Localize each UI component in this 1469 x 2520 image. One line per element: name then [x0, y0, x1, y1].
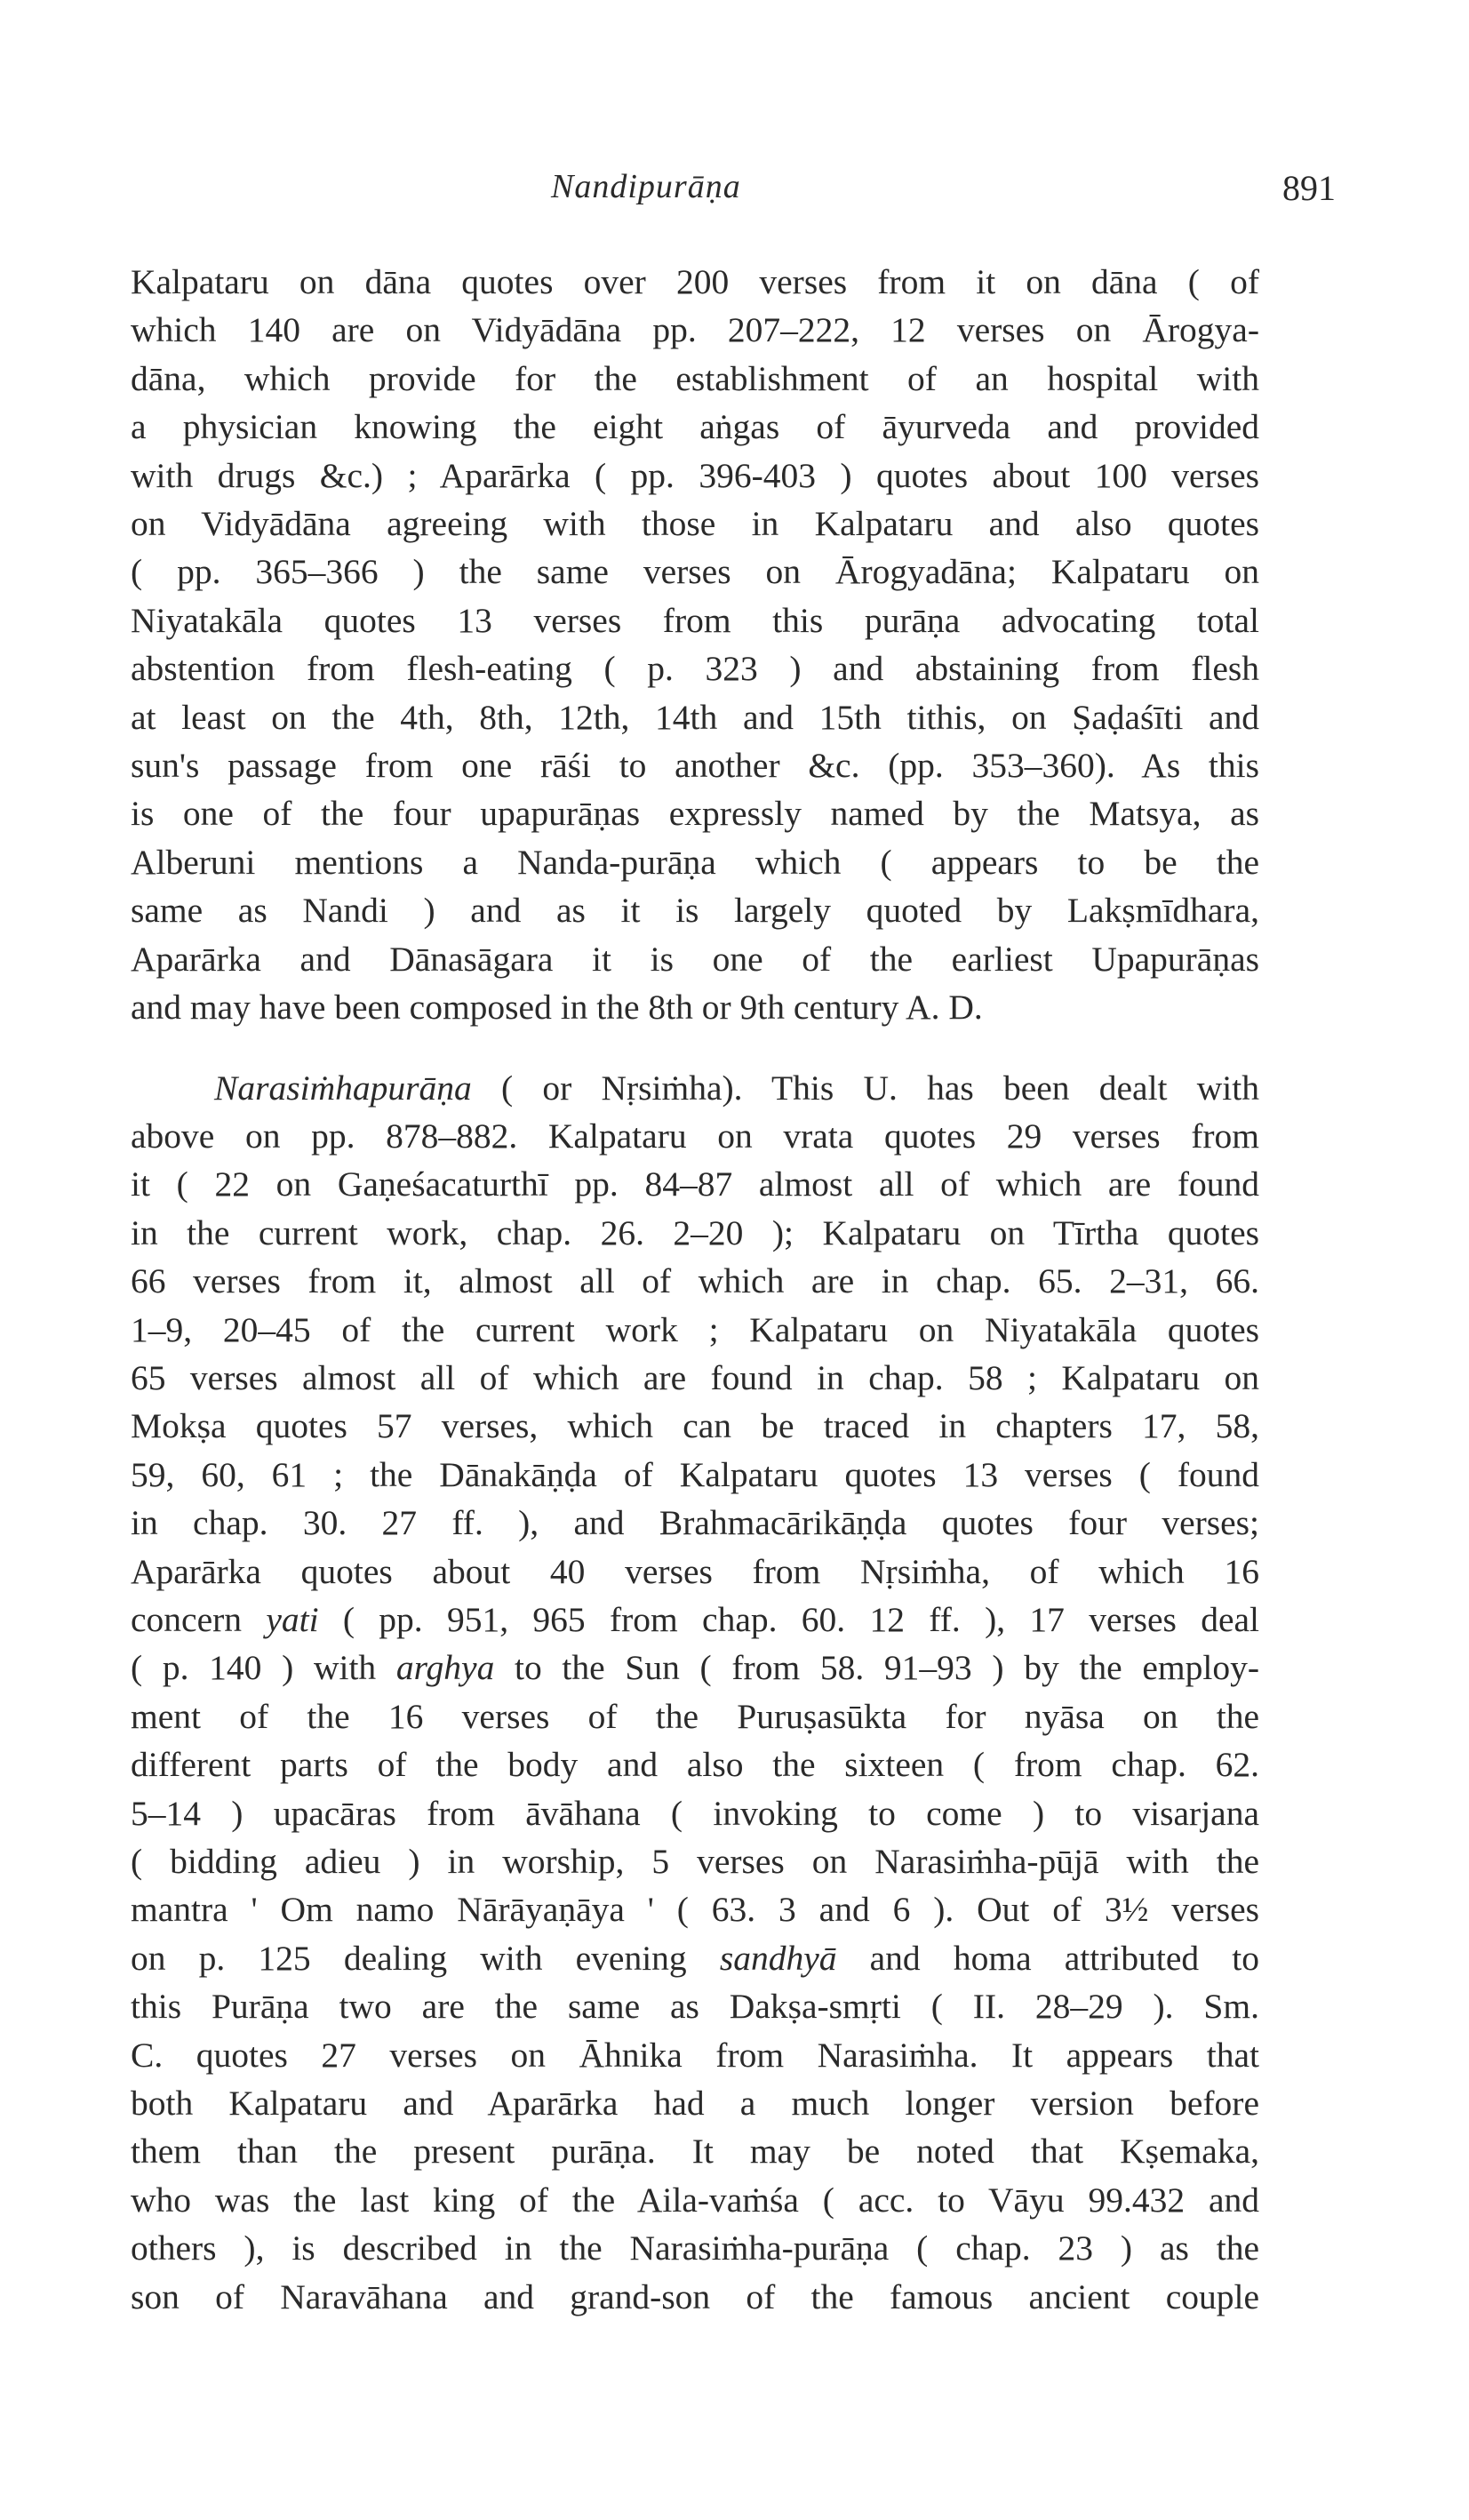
text-line: 59, 60, 61 ; the Dānakāṇḍa of Kalpataru quotes 13 verses ( found [131, 1454, 1259, 1494]
line-segment: on p. 125 dealing with evening [131, 1938, 720, 1978]
text-line: and may have been composed in the 8th or 9th century A. D. [131, 988, 983, 1028]
text-line [131, 1934, 1259, 1982]
text-line [131, 1064, 1259, 1112]
text-line: Aparārka quotes about 40 verses from Nṛsiṁha, of which 16 [131, 1551, 1259, 1591]
text-line: this Purāṇa two are the same as Dakṣa-smṛti ( II. 28–29 ). Sm. [131, 1987, 1259, 2027]
italic-term: arghya [395, 1648, 495, 1688]
body-text [131, 258, 1259, 2321]
text-line: sun's passage from one rāśi to another &c. (pp. 353–360). As this [131, 746, 1259, 786]
text-line [131, 1644, 1259, 1692]
text-line: Alberuni mentions a Nanda-purāṇa which ( appears to be the [131, 842, 1259, 882]
running-header [0, 167, 1469, 220]
text-line: 5–14 ) upacāras from āvāhana ( invoking to come ) to visarjana [131, 1793, 1259, 1833]
line-segment: concern [131, 1599, 267, 1639]
text-line: same as Nandi ) and as it is largely quoted by Lakṣmīdhara, [131, 891, 1259, 931]
text-line: a physician knowing the eight aṅgas of āyurveda and provided [131, 407, 1259, 447]
text-line: abstention from flesh-eating ( p. 323 ) and abstaining from flesh [131, 649, 1259, 689]
line-segment: ( pp. 951, 965 from chap. 60. 12 ff. ), 17 verses deal [318, 1599, 1260, 1639]
text-line: Aparārka and Dānasāgara it is one of the earliest Upapurāṇas [131, 939, 1259, 979]
italic-term: yati [266, 1599, 319, 1639]
text-line: son of Naravāhana and grand-son of the famous ancient couple [131, 2276, 1259, 2316]
text-line: which 140 are on Vidyādāna pp. 207–222, 12 verses on Ārogya- [131, 310, 1259, 350]
text-line: 65 verses almost all of which are found in chap. 58 ; Kalpataru on [131, 1357, 1259, 1397]
page-number: 891 [1282, 168, 1336, 208]
text-line: Niyatakāla quotes 13 verses from this purāṇa advocating total [131, 600, 1259, 640]
text-line: dāna, which provide for the establishment of an hospital with [131, 358, 1259, 398]
text-line: in chap. 30. 27 ff. ), and Brahmacārikāṇḍa quotes four verses; [131, 1503, 1259, 1543]
text-line: on Vidyādāna agreeing with those in Kalpataru and also quotes [131, 504, 1259, 544]
text-line: different parts of the body and also the sixteen ( from chap. 62. [131, 1745, 1259, 1785]
text-line: in the current work, chap. 26. 2–20 ); Kalpataru on Tīrtha quotes [131, 1212, 1259, 1252]
line-segment: ( p. 140 ) with [131, 1648, 396, 1688]
text-line: ( pp. 365–366 ) the same verses on Ārogyadāna; Kalpataru on [131, 552, 1259, 592]
running-title: Nandipurāṇa [551, 168, 741, 205]
text-line: ( bidding adieu ) in worship, 5 verses on Narasiṁha-pūjā with the [131, 1842, 1259, 1881]
text-line: 66 verses from it, almost all of which are in chap. 65. 2–31, 66. [131, 1261, 1259, 1301]
text-line: others ), is described in the Narasiṁha-purāṇa ( chap. 23 ) as the [131, 2228, 1259, 2268]
text-line [131, 1596, 1259, 1644]
text-line: with drugs &c.) ; Aparārka ( pp. 396-403 ) quotes about 100 verses [131, 455, 1259, 495]
text-line: at least on the 4th, 8th, 12th, 14th and 15th tithis, on Ṣaḍaśīti and [131, 697, 1259, 737]
text-line: it ( 22 on Gaṇeśacaturthī pp. 84–87 almost all of which are found [131, 1164, 1259, 1204]
text-line: ment of the 16 verses of the Puruṣasūkta for nyāsa on the [131, 1696, 1259, 1736]
text-line: Kalpataru on dāna quotes over 200 verses from it on dāna ( of [131, 262, 1259, 301]
text-line: who was the last king of the Aila-vaṁśa ( acc. to Vāyu 99.432 and [131, 2180, 1259, 2220]
paragraph-narasimhapurana [131, 1064, 1259, 2322]
text-line: C. quotes 27 verses on Āhnika from Narasiṁha. It appears that [131, 2035, 1259, 2075]
text-line: Mokṣa quotes 57 verses, which can be traced in chapters 17, 58, [131, 1406, 1259, 1446]
text-line: is one of the four upapurāṇas expressly named by the Matsya, as [131, 794, 1259, 834]
line-segment: to the Sun ( from 58. 91–93 ) by the employ- [494, 1648, 1259, 1688]
text-line: 1–9, 20–45 of the current work ; Kalpataru on Niyatakāla quotes [131, 1309, 1259, 1349]
italic-term: sandhyā [719, 1938, 837, 1978]
line-segment: and homa attributed to [836, 1938, 1259, 1978]
italic-term: Narasiṁhapurāṇa [214, 1068, 472, 1108]
paragraph-nandipurana [131, 258, 1259, 1032]
text-line: both Kalpataru and Aparārka had a much longer version before [131, 2084, 1259, 2124]
text-line: above on pp. 878–882. Kalpataru on vrata quotes 29 verses from [131, 1116, 1259, 1156]
text-line: mantra ' Om namo Nārāyaṇāya ' ( 63. 3 and 6 ). Out of 3½ verses [131, 1890, 1259, 1930]
text-line: them than the present purāṇa. It may be noted that Kṣemaka, [131, 2132, 1259, 2172]
line-segment: ( or Nṛsiṁha). This U. has been dealt with [471, 1068, 1259, 1108]
